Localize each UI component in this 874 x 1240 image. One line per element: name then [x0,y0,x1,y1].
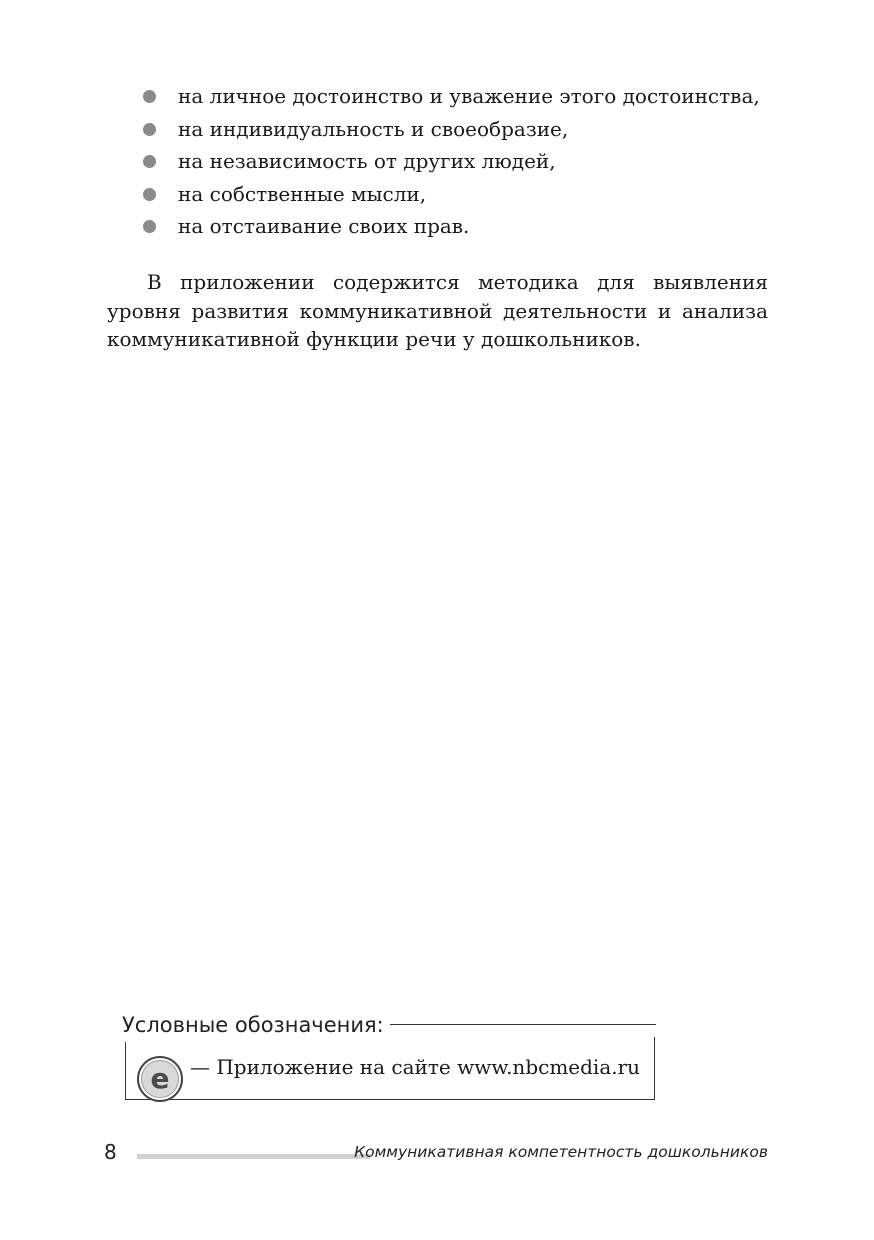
list-item-text: на отстаивание своих прав. [178,214,470,239]
list-item-text: на личное достоинство и уважение этого достоинства, [178,84,760,108]
svg-text:e: e [150,1062,170,1095]
bullet-dot-icon [143,220,156,233]
list-item-text: на собственные мысли, [178,181,427,206]
list-item-text: на индивидуальность и своеобразие, [178,116,569,141]
list-item [138,210,798,243]
footer-rule [137,1154,370,1159]
bullet-dot-icon [143,188,156,201]
list-item [138,178,798,211]
list-item [138,80,798,113]
body-paragraph: В приложении содержится методика для выявления уровня развития коммуникативной деятельности и анализа коммуникативной функции речи у дошкольников. [107,270,768,351]
page-footer [0,1136,874,1168]
legend-box [122,1008,656,1100]
legend-description: — Приложение на сайте www.nbcmedia.ru [190,1055,641,1079]
bullet-dot-icon [143,90,156,103]
running-title: Коммуникативная компетентность дошкольников [354,1143,768,1161]
bullet-list [138,80,798,243]
legend-title: Условные обозначения: [122,1008,390,1042]
bullet-dot-icon [143,123,156,136]
list-item [138,113,798,146]
page-number: 8 [104,1140,117,1164]
list-item-text: на независимость от других людей, [178,149,556,174]
e-circle-icon [136,1055,184,1103]
bullet-dot-icon [143,155,156,168]
list-item [138,145,798,178]
